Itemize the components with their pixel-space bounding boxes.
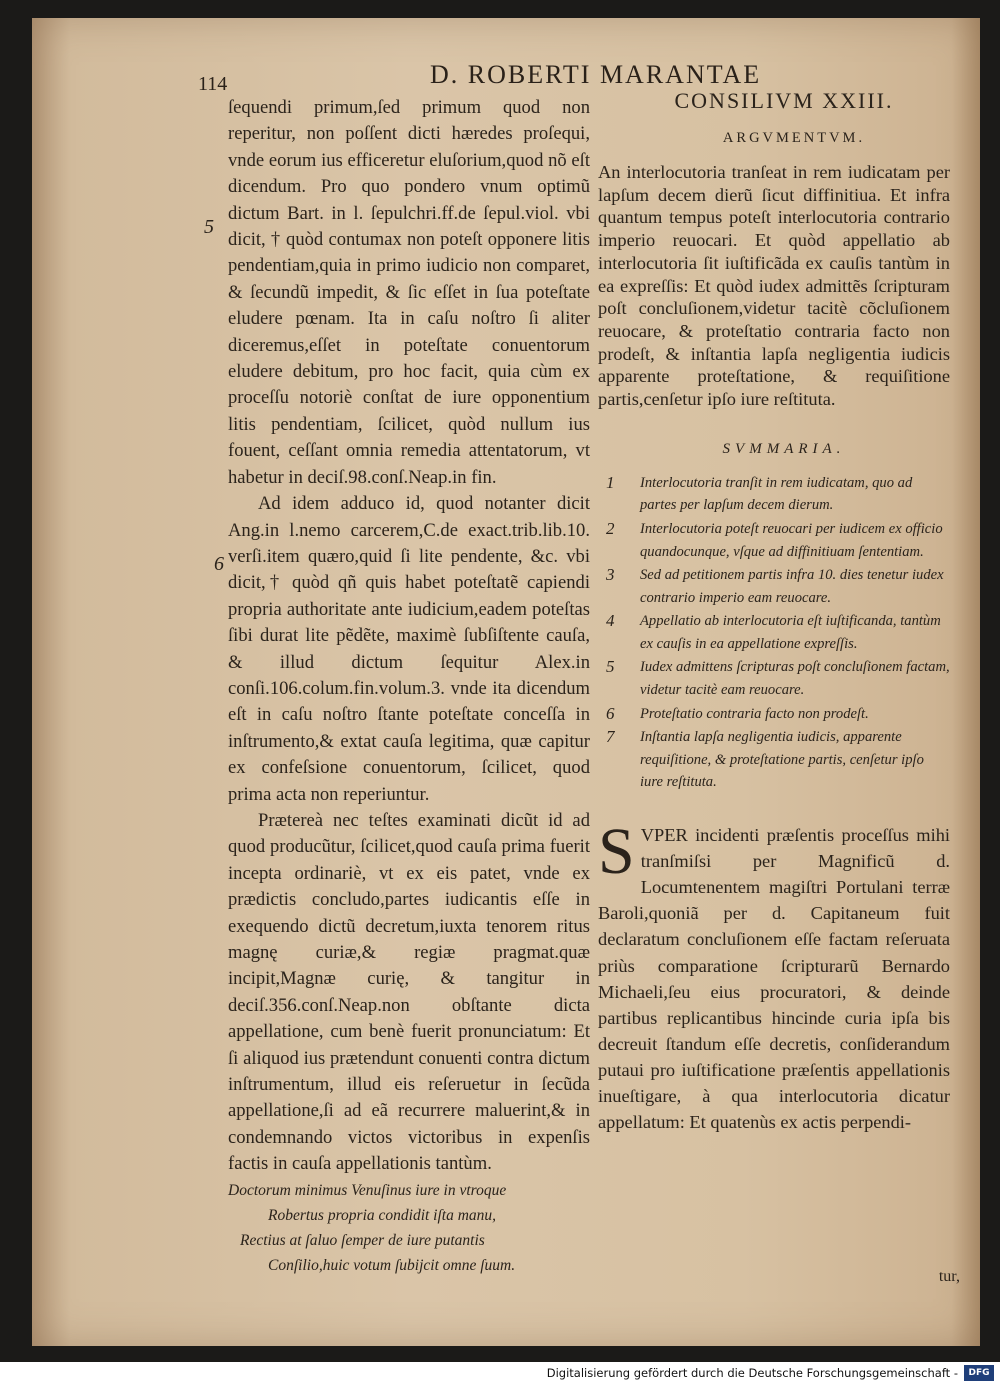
summaria-item xyxy=(598,703,950,726)
summaria-text: Proteſtatio contraria facto non prodeſt. xyxy=(640,705,869,722)
drop-capital: S xyxy=(598,815,635,889)
summaria-number: 4 xyxy=(606,611,615,631)
summaria-item xyxy=(598,726,950,794)
summaria-text: Iudex admittens ſcripturas poſt concluſionem factam, videtur tacitè eam reuocare. xyxy=(640,659,950,699)
summaria-number: 1 xyxy=(606,472,615,492)
argumentum-heading: ARGVMENTVM. xyxy=(722,130,866,146)
verse-line-3: Rectius at ſaluo ſemper de iure putantis xyxy=(240,1231,485,1249)
summaria-item xyxy=(598,564,950,609)
book-page xyxy=(32,18,980,1346)
verse-line-1: Doctorum minimus Venuſinus iure in vtroque xyxy=(228,1181,507,1199)
verse-line-4: Conſilio,huic votum ſubijcit omne ſuum. xyxy=(268,1256,516,1274)
summaria-list xyxy=(598,472,950,794)
left-paragraph-2: Ad idem adduco id, quod notanter dicit Ang.in l.nemo carcerem,C.de exact.trib.lib.10. verſi.item quæro,quid ſi lite pendente, &c. vbi dicit,† quòd qñ quis habet poteſtatẽ capiendi propria authoritate ante iudicium,eadem poteſtas ſibi durat lite pẽdẽte, maximè ſubſiſtente cauſa, & illud dictum ſequitur Alex.in conſi.106.colum.fin.volum.3. vnde ita dicendum eſt in caſu noſtro ſtante poteſtate conceſſa in inſtrumento,& extat cauſa legitima, quæ capitur ex confeſsione conuentorum, ſcilicet, quod prima acta non reperiuntur. xyxy=(228,493,590,805)
margin-number-5: 5 xyxy=(204,216,214,238)
consilium-body-text: VPER incidenti præſentis proceſſus mihi tranſmiſsi per Magnificũ d. Locumtenentem magiſtri Portulani terræ Baroli,quoniã per d. Capitaneum fuit declaratum concluſionem eſſe factam reſeruata priùs comparatione ſcripturarũ Bernardo Michaeli,ſeu eius procuratori, & deinde partibus replicantibus hincinde curia ipſa bis decreuit ſtandum eſſe decretis, conſiderandum putaui pro iuſtificatione præſentis appellationis inueſtigare, à qua interlocutoria dicatur appellatum: Et quatenùs ex actis perpendi- xyxy=(598,825,950,1133)
summaria-heading: SVMMARIA. xyxy=(722,440,846,457)
summaria-item xyxy=(598,472,950,517)
left-paragraph-1: ſequendi primum,ſed primum quod non reperitur, non poſſent dicti hæredes proſequi, vnde eorum ius efficeretur eluſorium,quod nõ eſt dicendum. Pro quo pondero vnum optimũ dictum Bart. in l. ſepulchri.ff.de ſepul.viol. vbi dicit, † quòd contumax non poteſt opponere litis pendentiam,quia in primo iudicio non comparet, & ſecundũ impedit, & ſic eſſet in ſua poteſtate eludere pœnam. Ita in caſu noſtro ſi aliter diceremus,eſſet in poteſtate conuentorum eludere debitum, pro hoc facit, quia cùm ex proceſſu notoriè conſtat de iure opponentium litis pendentiam, ſcilicet, quòd nullum ius fouent, ceſſant omnia remedia attentatorum, vt habetur in deciſ.98.conſ.Neap.in fin. xyxy=(228,97,590,488)
summaria-item xyxy=(598,610,950,655)
page-number: 114 xyxy=(198,73,228,95)
verse-line-2: Robertus propria condidit iſta manu, xyxy=(268,1206,497,1224)
summaria-text: Sed ad petitionem partis infra 10. dies tenetur iudex contrario imperio eam reuocare. xyxy=(640,567,944,606)
summaria-text: Appellatio ab interlocutoria eſt iuſtificanda, tantùm ex cauſis in ea appellatione expreſſis. xyxy=(640,613,941,652)
summaria-text: Interlocutoria tranſit in rem iudicatam, quo ad partes per lapſum decem dierum. xyxy=(640,474,913,514)
summaria-number: 7 xyxy=(606,727,615,747)
consilium-title: CONSILIVM XXIII. xyxy=(674,88,894,113)
dfg-logo-icon: DFG xyxy=(964,1365,994,1381)
left-paragraph-3: Prætereà nec teſtes examinati dicũt id ad quod producũtur, ſcilicet,quod cauſa prima fuerit incepta ordinariè, vt ex eis patet, vnde ex prædictis concludo,partes iudicantis eſſe in exequendo dictũ decretum,iuxta tenorem ritus magnę curiæ,& regiæ pragmat.quæ incipit,Magnæ curię, & tangitur in deciſ.356.conſ.Neap.non obſtante dicta appellatione, cum benè fuerit pronunciatum: Et ſi aliquod ius prætendunt conuenti contra dictum inſtrumentum, illud eis reſeruetur in ſecũda appellatione,ſi ad eã recurrere maluerint,& in condemnando victos victoribus in expenſis factis in cauſa appellationis tantùm. xyxy=(228,809,590,1175)
margin-number-6: 6 xyxy=(214,553,224,575)
summaria-number: 6 xyxy=(606,703,615,723)
summaria-text: Interlocutoria poteſt reuocari per iudicem ex officio quandocunque, vſque ad diffinitiuam ſententiam. xyxy=(640,520,943,560)
consilium-body xyxy=(598,815,950,1135)
left-column xyxy=(228,95,590,1278)
footer-credit: Digitalisierung gefördert durch die Deutsche Forschungsgemeinschaft - xyxy=(546,1366,958,1380)
summaria-number: 5 xyxy=(606,657,615,677)
summaria-number: 3 xyxy=(606,565,615,585)
argumentum-text: An interlocutoria tranſeat in rem iudicatam per lapſum decem dierũ ſicut diffinitiua. Et infra quantum tempus poteſt interlocutoria contrario imperio reuocari. Et quòd appellatio ab interlocutoria ſit iuſtificãda ex cauſis tantùm in ea expreſſis: Et quòd iudex admittẽs ſcripturam poſt concluſionem,videtur tacitè cõcluſionem reuocare, & proteſtatio contraria facto non prodeſt, & inſtantia lapſa negligentia iudicis apparente proteſtatione, & requiſitione partis,cenſetur ipſo iure reſtituta. xyxy=(598,162,950,410)
summaria-number: 2 xyxy=(606,518,615,538)
summaria-text: Inſtantia lapſa negligentia iudicis, apparente requiſitione, & proteſtatione partis, cenſetur ipſo iure reſtituta. xyxy=(640,729,924,791)
summaria-item xyxy=(598,518,950,563)
right-column xyxy=(598,88,950,1135)
catchword: tur, xyxy=(938,1268,960,1285)
running-head: D. ROBERTI MARANTAE xyxy=(430,60,762,89)
summaria-item xyxy=(598,656,950,701)
